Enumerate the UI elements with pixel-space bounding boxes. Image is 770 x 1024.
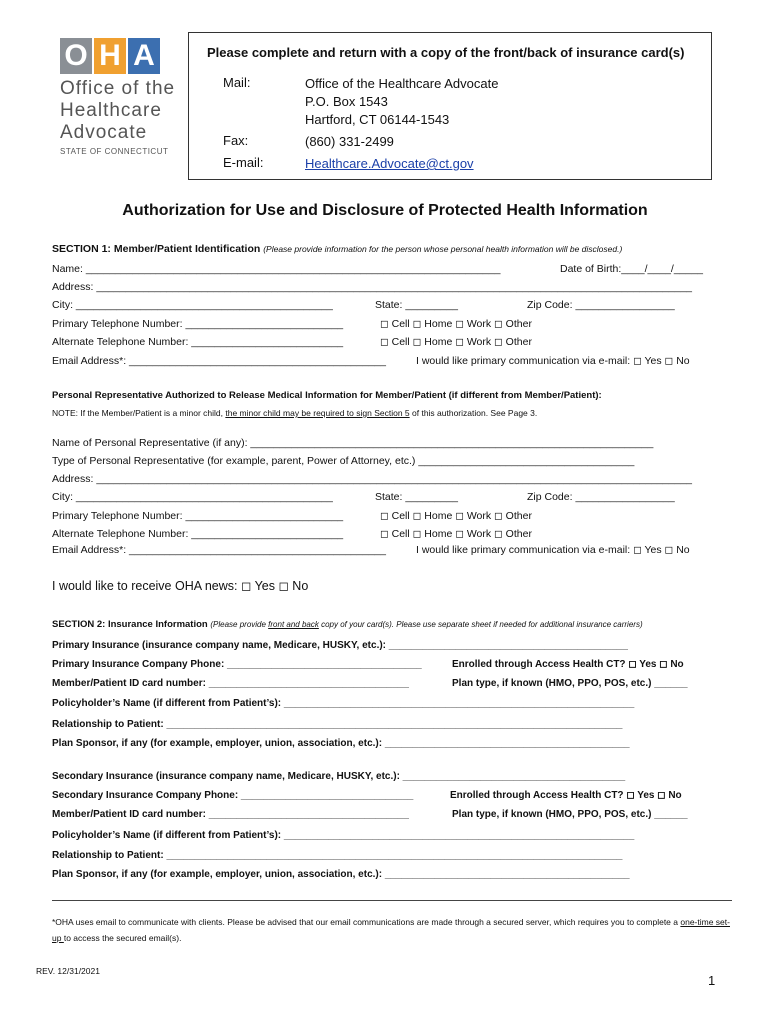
city-field[interactable]: City: ____________________________________________ — [52, 299, 333, 311]
rep-zip-field[interactable]: Zip Code: _________________ — [527, 491, 675, 503]
section2-note — [210, 620, 642, 629]
primary-member-id-field[interactable]: Member/Patient ID card number: ____________________________________ — [52, 678, 409, 689]
rep-note — [52, 408, 537, 418]
page-number: 1 — [708, 973, 716, 988]
logo-letter-o: O — [60, 38, 92, 74]
secondary-relationship-field[interactable]: Relationship to Patient: __________________________________________________________________________________ — [52, 850, 623, 861]
section2-note-underlined: front and back — [268, 620, 319, 629]
rep-note-b: of this authorization. See Page 3. — [409, 408, 538, 418]
email-label: E-mail: — [223, 155, 264, 170]
dob-field[interactable]: Date of Birth:____/____/_____ — [560, 263, 704, 275]
mail-label: Mail: — [223, 75, 251, 90]
logo-name — [60, 78, 180, 144]
revision-date: REV. 12/31/2021 — [36, 966, 100, 976]
footnote-text-b: to access the secured email(s). — [63, 933, 182, 943]
rep-city-field[interactable]: City: ____________________________________________ — [52, 491, 333, 503]
rep-primary-phone-field[interactable]: Primary Telephone Number: ___________________________ — [52, 510, 344, 522]
primary-access-health-checkboxes[interactable]: Enrolled through Access Health CT? ◻ Yes ◻ No — [452, 659, 684, 670]
secondary-member-id-field[interactable]: Member/Patient ID card number: ____________________________________ — [52, 809, 409, 820]
logo-state: STATE OF CONNECTICUT — [60, 147, 169, 156]
rep-note-underlined: the minor child may be required to sign Section 5 — [225, 408, 410, 418]
primary-policyholder-field[interactable]: Policyholder’s Name (if different from Patient’s): _______________________________________________________________ — [52, 698, 635, 709]
address-field[interactable]: Address: ______________________________________________________________________________________________________ — [52, 281, 692, 293]
section1-note: (Please provide information for the person whose personal health information will be disclosed.) — [263, 244, 623, 254]
email-footnote — [52, 914, 732, 946]
mail-address — [305, 75, 498, 129]
logo-line-2: Healthcare — [60, 100, 162, 121]
contact-box — [188, 32, 712, 180]
rep-state-field[interactable]: State: _________ — [375, 491, 458, 503]
mail-line-3: Hartford, CT 06144-1543 — [305, 112, 450, 127]
primary-phone-field[interactable]: Primary Telephone Number: ___________________________ — [52, 318, 344, 330]
rep-heading: Personal Representative Authorized to Release Medical Information for Member/Patient (if different from Member/Patient): — [52, 390, 602, 401]
secondary-insurance-phone-field[interactable]: Secondary Insurance Company Phone: _______________________________ — [52, 790, 414, 801]
section2-note-a: (Please provide — [210, 620, 269, 629]
rep-type-field[interactable]: Type of Personal Representative (for example, parent, Power of Attorney, etc.) _____________________________________ — [52, 455, 635, 467]
rep-email-preference-checkboxes[interactable]: I would like primary communication via e-mail: ◻ Yes ◻ No — [416, 544, 690, 556]
alternate-phone-field[interactable]: Alternate Telephone Number: __________________________ — [52, 336, 344, 348]
state-field[interactable]: State: _________ — [375, 299, 458, 311]
rep-note-a: NOTE: If the Member/Patient is a minor child, — [52, 408, 226, 418]
fax-number: (860) 331-2499 — [305, 134, 394, 149]
primary-plan-type-field[interactable]: Plan type, if known (HMO, PPO, POS, etc.) ______ — [452, 678, 688, 689]
secondary-insurance-field[interactable]: Secondary Insurance (insurance company name, Medicare, HUSKY, etc.): ________________________________________ — [52, 771, 626, 782]
primary-insurance-field[interactable]: Primary Insurance (insurance company name, Medicare, HUSKY, etc.): ___________________________________________ — [52, 640, 628, 651]
footnote-underlined: one-time set-up — [52, 917, 730, 943]
name-field[interactable]: Name: _______________________________________________________________________ — [52, 263, 501, 275]
rep-name-field[interactable]: Name of Personal Representative (if any): _____________________________________________________________________ — [52, 437, 654, 449]
secondary-access-health-checkboxes[interactable]: Enrolled through Access Health CT? ◻ Yes ◻ No — [450, 790, 682, 801]
logo-letter-h: H — [94, 38, 126, 74]
rep-address-field[interactable]: Address: ______________________________________________________________________________________________________ — [52, 473, 692, 485]
section1-heading — [52, 243, 622, 255]
fax-label: Fax: — [223, 133, 249, 148]
secondary-plan-type-field[interactable]: Plan type, if known (HMO, PPO, POS, etc.) ______ — [452, 809, 688, 820]
primary-plan-sponsor-field[interactable]: Plan Sponsor, if any (for example, employer, union, association, etc.): ____________________________________________ — [52, 738, 630, 749]
oha-logo — [60, 38, 180, 156]
logo-letter-boxes — [60, 38, 180, 74]
contact-heading: Please complete and return with a copy of the front/back of insurance card(s) — [207, 45, 685, 60]
section2-heading — [52, 618, 643, 630]
section1-number: SECTION 1: — [52, 243, 111, 255]
form-title: Authorization for Use and Disclosure of Protected Health Information — [122, 202, 648, 219]
primary-insurance-phone-field[interactable]: Primary Insurance Company Phone: ___________________________________ — [52, 659, 422, 670]
secondary-policyholder-field[interactable]: Policyholder’s Name (if different from Patient’s): _______________________________________________________________ — [52, 830, 635, 841]
rep-alternate-phone-field[interactable]: Alternate Telephone Number: __________________________ — [52, 528, 344, 540]
rep-alternate-phone-type-checkboxes[interactable]: ◻ Cell ◻ Home ◻ Work ◻ Other — [380, 528, 532, 540]
secondary-plan-sponsor-field[interactable]: Plan Sponsor, if any (for example, employer, union, association, etc.): ____________________________________________ — [52, 869, 630, 880]
logo-line-3: Advocate — [60, 122, 148, 143]
section2-number: SECTION 2: — [52, 619, 106, 630]
logo-line-1: Office of the — [60, 78, 176, 99]
mail-line-2: P.O. Box 1543 — [305, 94, 388, 109]
logo-letter-a: A — [128, 38, 160, 74]
section1-title: Member/Patient Identification — [110, 243, 264, 255]
mail-line-1: Office of the Healthcare Advocate — [305, 76, 499, 91]
rep-primary-phone-type-checkboxes[interactable]: ◻ Cell ◻ Home ◻ Work ◻ Other — [380, 510, 532, 522]
rep-email-address-field[interactable]: Email Address*: ____________________________________________ — [52, 544, 386, 556]
primary-phone-type-checkboxes[interactable]: ◻ Cell ◻ Home ◻ Work ◻ Other — [380, 318, 532, 330]
zip-field[interactable]: Zip Code: _________________ — [527, 299, 675, 311]
email-link[interactable]: Healthcare.Advocate@ct.gov — [305, 156, 474, 171]
email-address-field[interactable]: Email Address*: ____________________________________________ — [52, 355, 386, 367]
section2-note-b: copy of your card(s). Please use separate sheet if needed for additional insurance carriers) — [318, 620, 643, 629]
oha-news-checkboxes[interactable]: I would like to receive OHA news: ◻ Yes ◻ No — [52, 579, 309, 593]
footnote-divider — [52, 900, 732, 901]
email-preference-checkboxes[interactable]: I would like primary communication via e-mail: ◻ Yes ◻ No — [416, 355, 690, 367]
alternate-phone-type-checkboxes[interactable]: ◻ Cell ◻ Home ◻ Work ◻ Other — [380, 336, 532, 348]
footnote-text-a: *OHA uses email to communicate with clients. Please be advised that our email communications are made through a secured server, which requires you to complete a — [52, 917, 681, 927]
section2-title: Insurance Information — [105, 619, 211, 630]
primary-relationship-field[interactable]: Relationship to Patient: __________________________________________________________________________________ — [52, 719, 623, 730]
